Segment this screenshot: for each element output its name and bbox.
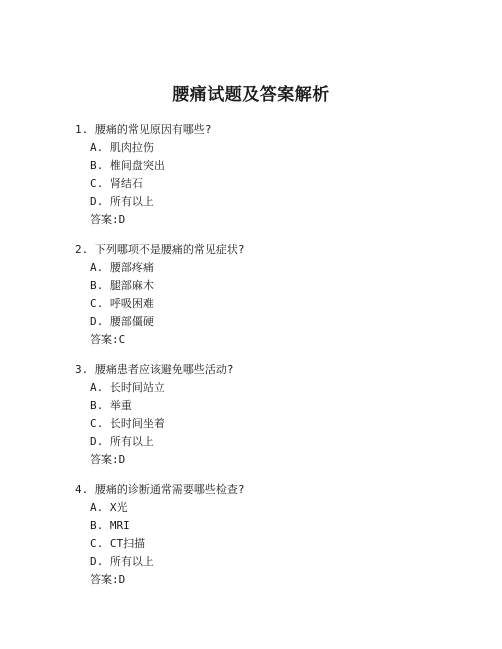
question-1 xyxy=(75,121,475,229)
question-4 xyxy=(75,481,475,589)
option-b: B. MRI xyxy=(90,519,130,532)
answer: 答案:D xyxy=(90,453,126,466)
question-stem: 1. 腰痛的常见原因有哪些? xyxy=(75,123,212,136)
option-d: D. 所有以上 xyxy=(90,195,154,208)
answer: 答案:D xyxy=(90,213,126,226)
question-stem: 4. 腰痛的诊断通常需要哪些检查? xyxy=(75,483,245,496)
option-d: D. 所有以上 xyxy=(90,555,154,568)
option-b: B. 腿部麻木 xyxy=(90,279,154,292)
question-3 xyxy=(75,361,475,469)
answer: 答案:C xyxy=(90,333,126,346)
option-b: B. 举重 xyxy=(90,399,132,412)
option-a: A. 肌肉拉伤 xyxy=(90,141,154,154)
option-c: C. CT扫描 xyxy=(90,537,146,550)
option-c: C. 长时间坐着 xyxy=(90,417,165,430)
option-a: A. 长时间站立 xyxy=(90,381,165,394)
document-title: 腰痛试题及答案解析 xyxy=(172,85,330,105)
option-c: C. 肾结石 xyxy=(90,177,143,190)
question-stem: 3. 腰痛患者应该避免哪些活动? xyxy=(75,363,234,376)
answer: 答案:D xyxy=(90,573,126,586)
option-a: A. 腰部疼痛 xyxy=(90,261,154,274)
option-b: B. 椎间盘突出 xyxy=(90,159,165,172)
option-a: A. X光 xyxy=(90,501,128,514)
question-2 xyxy=(75,241,475,349)
option-d: D. 所有以上 xyxy=(90,435,154,448)
option-d: D. 腰部僵硬 xyxy=(90,315,154,328)
option-c: C. 呼吸困难 xyxy=(90,297,154,310)
question-stem: 2. 下列哪项不是腰痛的常见症状? xyxy=(75,243,245,256)
